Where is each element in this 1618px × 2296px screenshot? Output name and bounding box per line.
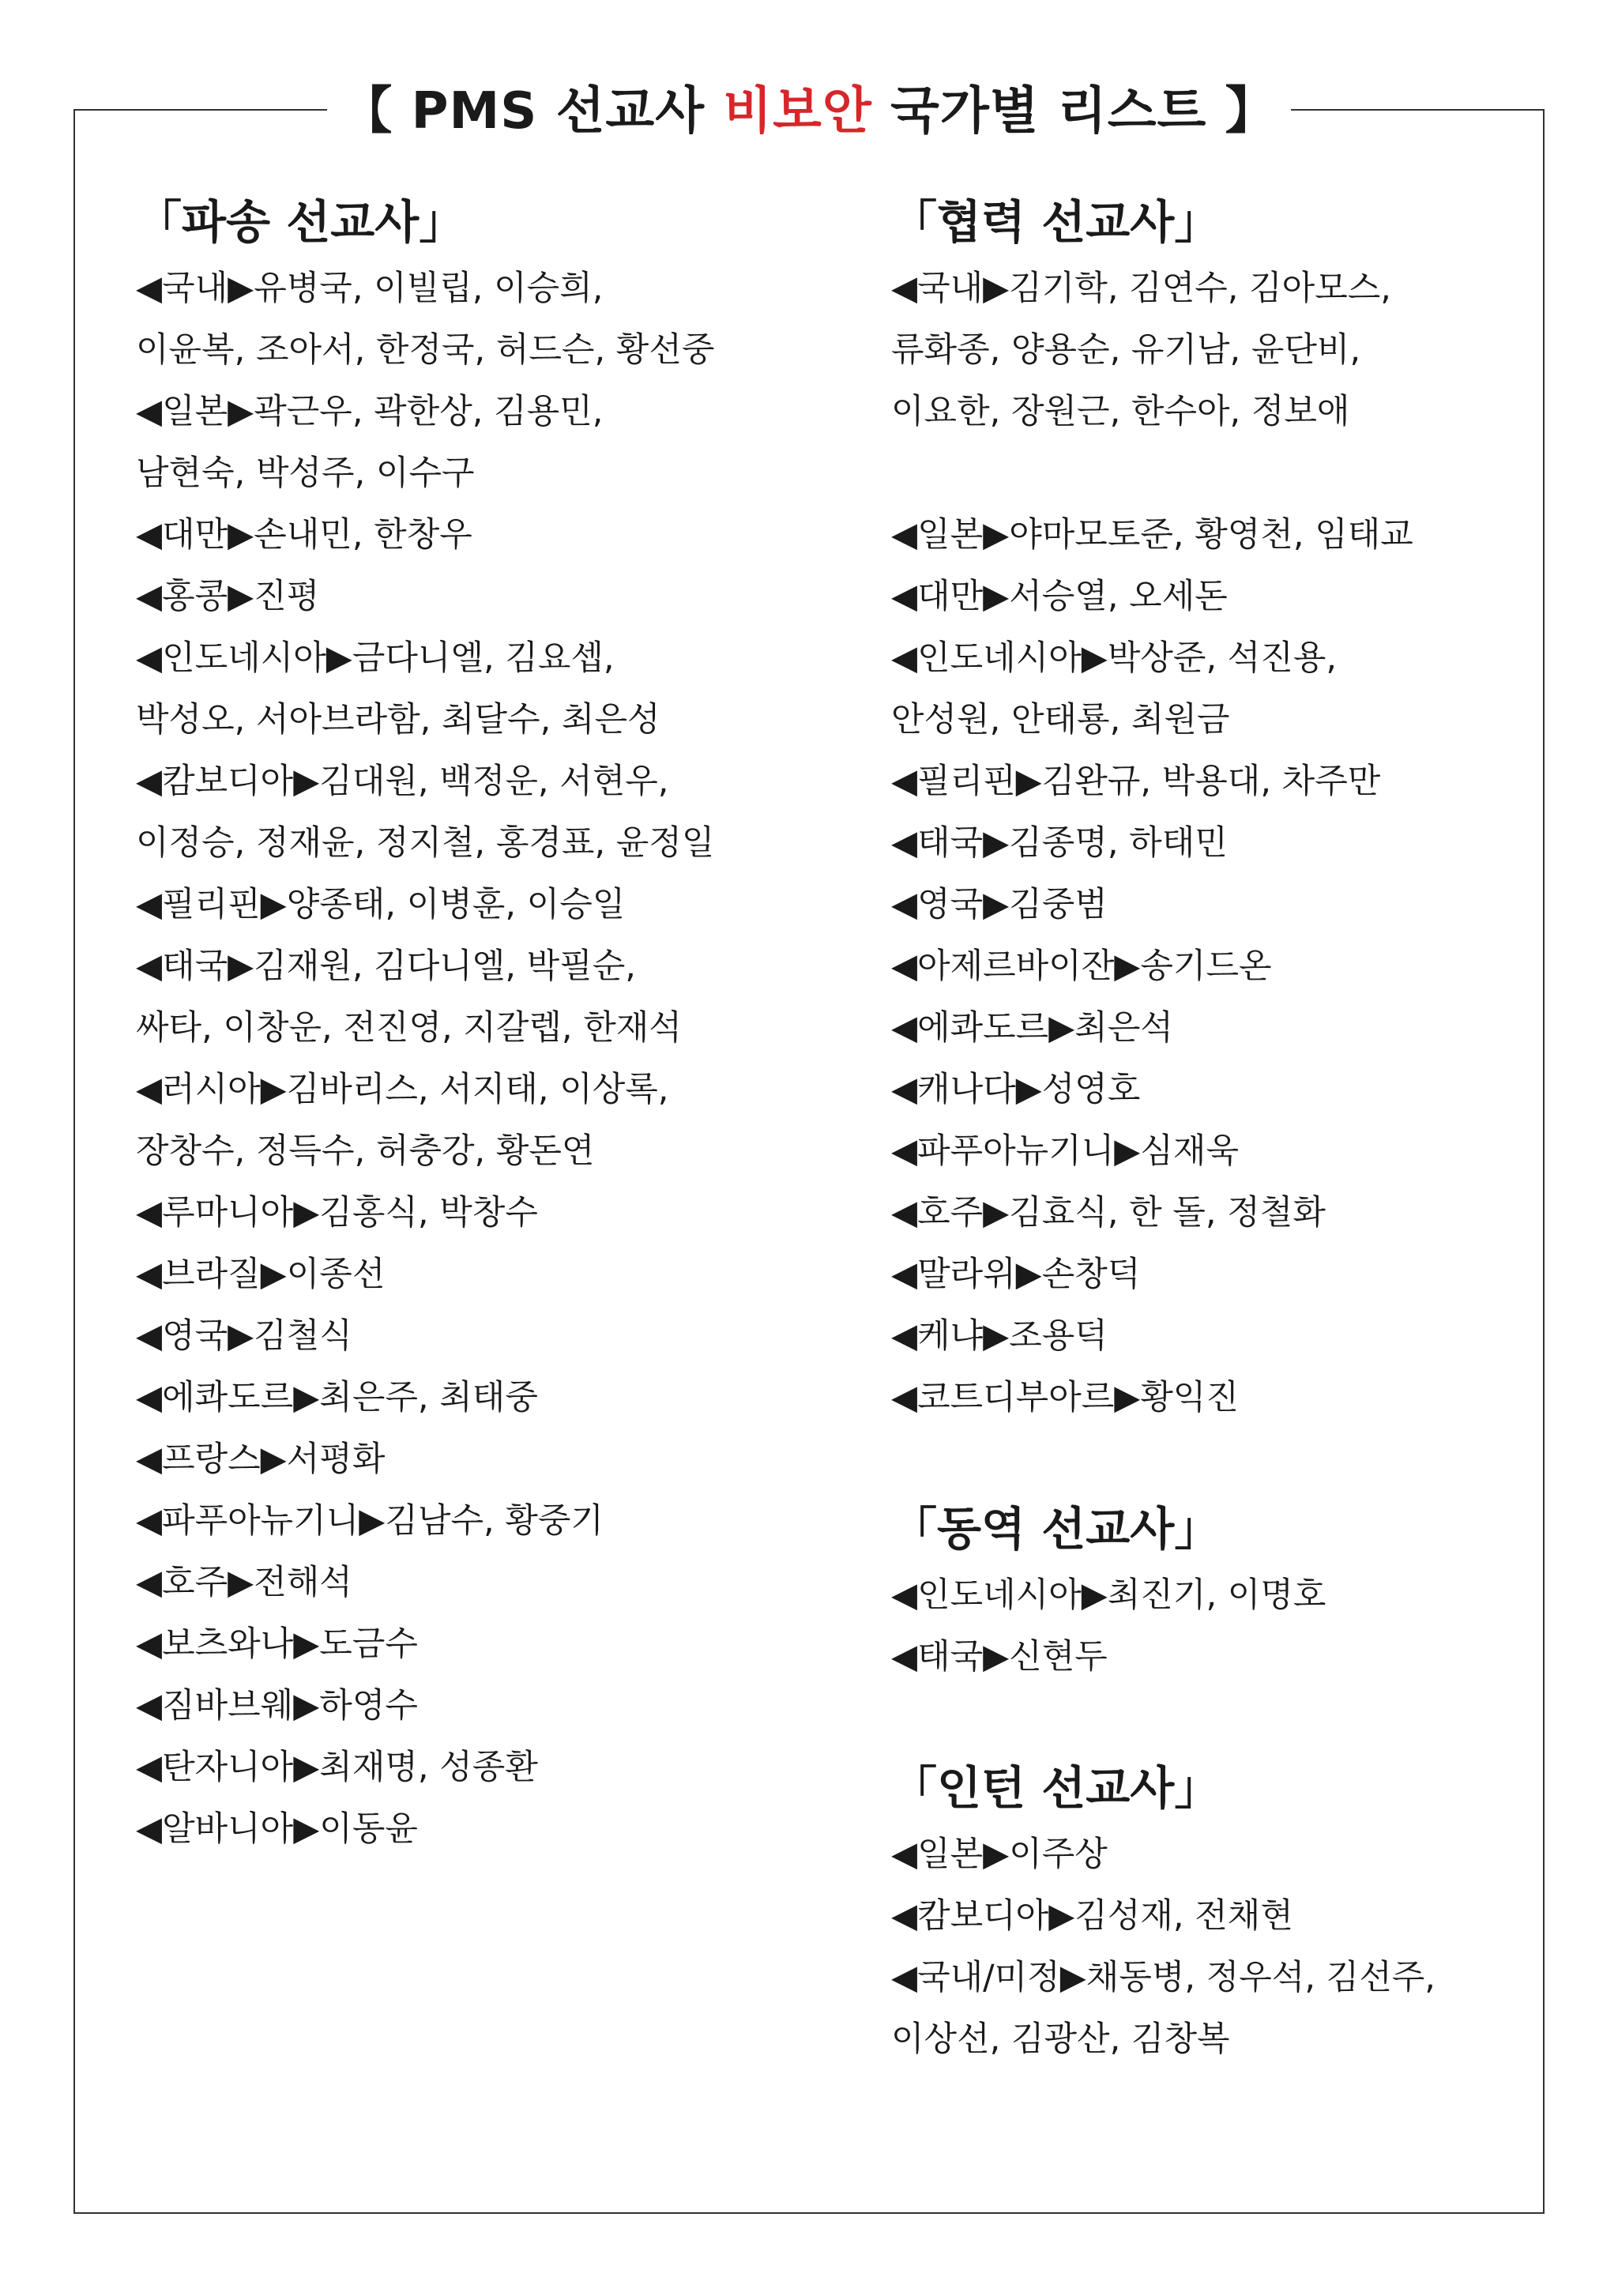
list-item: 류화종, 양용순, 유기남, 윤단비, (891, 330, 1361, 370)
list-item: ◀루마니아▶김홍식, 박창수 (136, 1193, 538, 1233)
spacer (891, 442, 1523, 504)
spacer (891, 1688, 1523, 1752)
list-item: ◀말라위▶손창덕 (891, 1255, 1141, 1294)
list-item: ◀에콰도르▶최은석 (891, 1008, 1173, 1048)
list-item: ◀프랑스▶서평화 (136, 1440, 386, 1479)
intern-missionaries-list (891, 1824, 1523, 2070)
coworker-missionaries-list (891, 1564, 1523, 1688)
list-item: ◀국내▶유병국, 이빌립, 이승희, (136, 269, 604, 308)
list-item: ◀탄자니아▶최재명, 성종환 (136, 1748, 538, 1787)
list-item: ◀케냐▶조용덕 (891, 1316, 1108, 1356)
list-item: ◀일본▶이주상 (891, 1835, 1108, 1874)
list-item: ◀짐바브웨▶하영수 (136, 1686, 418, 1726)
title-open: 【 PMS 선교사 (341, 82, 724, 141)
list-item: ◀인도네시아▶금다니엘, 김요셉, (136, 638, 615, 678)
list-item: 박성오, 서아브라함, 최달수, 최은성 (136, 700, 660, 740)
spacer (891, 1428, 1523, 1493)
list-item: ◀일본▶곽근우, 곽한상, 김용민, (136, 392, 604, 431)
list-item: ◀대만▶서승열, 오세돈 (891, 577, 1228, 616)
section-title-sent: 「파송 선교사」 (136, 195, 465, 249)
list-item: ◀국내▶김기학, 김연수, 김아모스, (891, 269, 1391, 308)
list-item: ◀파푸아뉴기니▶심재욱 (891, 1131, 1239, 1171)
list-item: ◀필리핀▶김완규, 박용대, 차주만 (891, 762, 1381, 801)
sent-missionaries-column (136, 186, 815, 1860)
list-item: ◀태국▶김종명, 하태민 (891, 823, 1228, 863)
list-item: ◀캄보디아▶김성재, 전채현 (891, 1896, 1293, 1936)
list-item: ◀인도네시아▶최진기, 이명호 (891, 1575, 1326, 1615)
list-item: 남현숙, 박성주, 이수구 (136, 454, 475, 493)
list-item: ◀러시아▶김바리스, 서지태, 이상록, (136, 1070, 669, 1109)
list-item: 이정승, 정재윤, 정지철, 홍경표, 윤정일 (136, 823, 715, 863)
right-column (891, 186, 1523, 2070)
title-close: 국가별 리스트 】 (871, 82, 1277, 141)
list-item: ◀필리핀▶양종태, 이병훈, 이승일 (136, 885, 626, 924)
section-title-intern: 「인턴 선교사」 (891, 1761, 1221, 1815)
page-title (327, 76, 1290, 147)
list-item: ◀태국▶김재원, 김다니엘, 박필순, (136, 947, 636, 986)
list-item: 이요한, 장원근, 한수아, 정보애 (891, 392, 1350, 431)
list-item: ◀호주▶전해석 (136, 1563, 352, 1602)
list-item: ◀대만▶손내민, 한창우 (136, 515, 472, 555)
title-bar (0, 76, 1618, 147)
list-item: ◀영국▶김중범 (891, 885, 1108, 924)
list-item: ◀국내/미정▶채동병, 정우석, 김선주, (891, 1958, 1436, 1997)
list-item: ◀아제르바이잔▶송기드온 (891, 947, 1272, 986)
section-title-coworker: 「동역 선교사」 (891, 1502, 1221, 1556)
coop-missionaries-list-domestic (891, 258, 1523, 442)
list-item: 장창수, 정득수, 허충강, 황돈연 (136, 1131, 595, 1171)
section-title-coop: 「협력 선교사」 (891, 195, 1221, 249)
sent-missionaries-list (136, 258, 815, 1860)
list-item: ◀보츠와나▶도금수 (136, 1624, 418, 1664)
list-item: ◀일본▶야마모토준, 황영천, 임태교 (891, 515, 1413, 555)
list-item: ◀캄보디아▶김대원, 백정운, 서현우, (136, 762, 669, 801)
list-item: ◀영국▶김철식 (136, 1316, 352, 1356)
list-item: ◀코트디부아르▶황익진 (891, 1378, 1239, 1417)
list-item: 이윤복, 조아서, 한정국, 허드슨, 황선중 (136, 330, 715, 370)
list-item: ◀캐나다▶성영호 (891, 1070, 1141, 1109)
list-item: 이상선, 김광산, 김창복 (891, 2019, 1230, 2059)
list-item: ◀호주▶김효식, 한 돌, 정철화 (891, 1193, 1326, 1233)
title-highlight: 비보안 (723, 82, 872, 141)
list-item: ◀파푸아뉴기니▶김남수, 황중기 (136, 1501, 604, 1541)
list-item: ◀알바니아▶이동윤 (136, 1809, 418, 1849)
list-item: ◀태국▶신현두 (891, 1637, 1108, 1677)
list-item: ◀인도네시아▶박상준, 석진용, (891, 638, 1338, 678)
list-item: ◀에콰도르▶최은주, 최태중 (136, 1378, 538, 1417)
list-item: ◀브라질▶이종선 (136, 1255, 386, 1294)
list-item: 안성원, 안태룡, 최원금 (891, 700, 1230, 740)
list-item: 싸타, 이창운, 전진영, 지갈렙, 한재석 (136, 1008, 682, 1048)
list-item: ◀홍콩▶진평 (136, 577, 320, 616)
coop-missionaries-list-overseas (891, 504, 1523, 1428)
